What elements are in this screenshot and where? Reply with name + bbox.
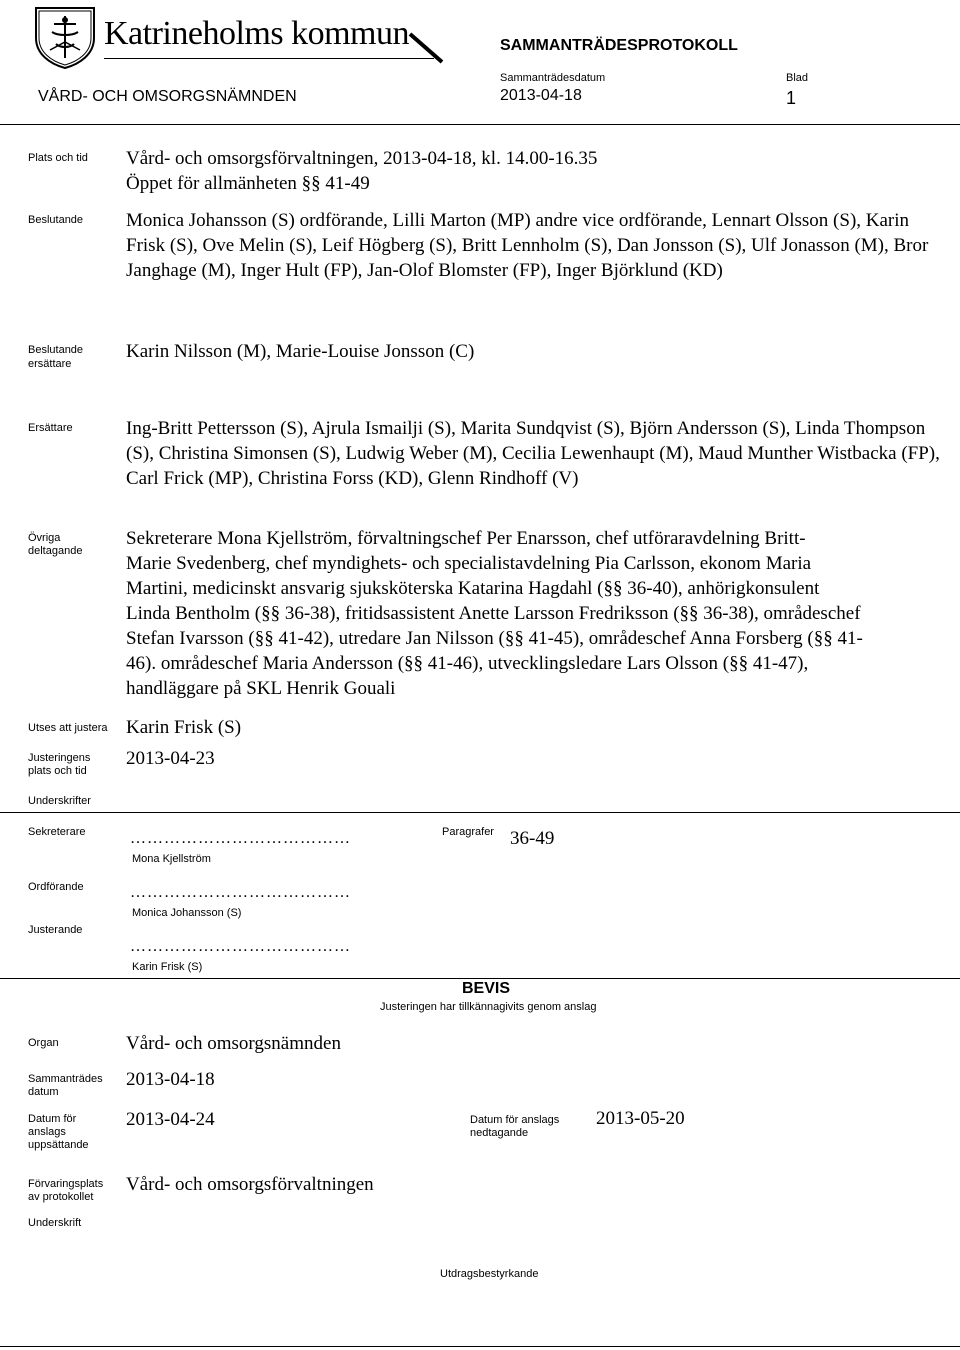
proof-subtitle: Justeringen har tillkännagivits genom anslag (380, 1001, 597, 1013)
chair-name: Monica Johansson (S) (132, 907, 242, 919)
substitutes: Ing-Britt Pettersson (S), Ajrula Ismailji (S), Marita Sundqvist (S), Björn Andersson (S), Linda Thompson (S), Christina Simonsen (S), Ludwig Weber (M), Cecilia Lewenhaupt (M), Maud Munther Wistbacka (FP), Carl Frick (MP), Christina Forss (KD), Glenn Rindhoff (V) (126, 418, 940, 489)
proof-meeting-date: 2013-04-18 (126, 1069, 215, 1090)
others-line: Martini, medicinskt ansvarig sjuksköterska Katarina Hagdahl (§§ 36-40), anhörigkonsulent (126, 578, 820, 599)
committee-name: VÅRD- OCH OMSORGSNÄMNDEN (38, 88, 297, 105)
signature-adjuster-label: Justerande (28, 924, 83, 936)
deciding-label: Beslutande (28, 214, 84, 226)
others-line: 46). områdeschef Maria Andersson (§§ 41-46), utvecklingsledare Lars Olsson (§§ 41-47), (126, 653, 809, 674)
municipality-logo (30, 2, 100, 70)
others-label-2: deltagande (28, 545, 83, 557)
posted-label-3: uppsättande (28, 1139, 89, 1151)
proof-meeting-date-label-1: Sammanträdes (28, 1073, 103, 1085)
adjuster-signature-line: ………………………………… (130, 938, 351, 955)
removed-date: 2013-05-20 (596, 1108, 685, 1129)
removed-label-1: Datum för anslags (470, 1114, 560, 1126)
signatures-label: Underskrifter (28, 795, 91, 807)
coat-of-arms-icon (30, 2, 100, 70)
posted-label-1: Datum för (28, 1113, 77, 1125)
others-line: Stefan Ivarsson (§§ 41-42), utredare Jan Nilsson (§§ 41-45), områdeschef Anna Forsberg (§§ 41- (126, 628, 863, 649)
chair-signature-line: ………………………………… (130, 884, 351, 901)
paragraphs-range: 36-49 (510, 828, 555, 849)
posted-label-2: anslags (28, 1126, 66, 1138)
adjuster-name: Karin Frisk (S) (126, 717, 242, 738)
proof-title: BEVIS (462, 980, 511, 997)
meeting-date: 2013-04-18 (500, 87, 582, 104)
chair-label: Ordförande (28, 881, 84, 893)
deciding-substitutes-label-1: Beslutande (28, 344, 84, 356)
place-line-2: Öppet för allmänheten §§ 41-49 (126, 173, 370, 194)
header-divider (0, 124, 960, 125)
secretary-name: Mona Kjellström (132, 853, 211, 865)
adjust-date: 2013-04-23 (126, 748, 215, 769)
place-line-1: Vård- och omsorgsförvaltningen, 2013-04-18, kl. 14.00-16.35 (126, 148, 598, 169)
excerpt-label: Utdragsbestyrkande (440, 1268, 539, 1280)
storage-place: Vård- och omsorgsförvaltningen (126, 1174, 374, 1195)
others-line: Linda Bentholm (§§ 36-38), fritidsassistent Anette Larsson Fredriksson (§§ 36-38), områdeschef (126, 603, 861, 624)
others-label-1: Övriga (28, 532, 61, 544)
logo-swoosh (408, 30, 448, 66)
municipality-name: Katrineholms kommun (104, 15, 409, 52)
others-line: handläggare på SKL Henrik Gouali (126, 678, 396, 699)
signatures-divider (0, 812, 960, 813)
others-participants (126, 526, 946, 701)
posted-date: 2013-04-24 (126, 1109, 215, 1130)
storage-label-1: Förvaringsplats (28, 1178, 104, 1190)
place-label: Plats och tid (28, 152, 88, 164)
document-type: SAMMANTRÄDESPROTOKOLL (500, 37, 738, 54)
organ-label: Organ (28, 1037, 59, 1049)
proof-meeting-date-label-2: datum (28, 1086, 59, 1098)
footer-divider (0, 1346, 960, 1347)
others-line: Marie Svedenberg, chef myndighets- och specialistavdelning Pia Carlsson, ekonom Maria (126, 553, 812, 574)
organ: Vård- och omsorgsnämnden (126, 1033, 341, 1054)
secretary-signature-line: ………………………………… (130, 830, 351, 847)
others-line: Sekreterare Mona Kjellström, förvaltningschef Per Enarsson, chef utföraravdelning Britt- (126, 528, 806, 549)
adjuster-label: Utses att justera (28, 722, 108, 734)
page-label: Blad (786, 72, 809, 84)
deciding-substitutes-label-2: ersättare (28, 358, 72, 370)
deciding-substitutes: Karin Nilsson (M), Marie-Louise Jonsson (C) (126, 341, 475, 362)
secretary-label: Sekreterare (28, 826, 86, 838)
signature-adjuster-name: Karin Frisk (S) (132, 961, 203, 973)
removed-label-2: nedtagande (470, 1127, 529, 1139)
substitutes-label: Ersättare (28, 422, 73, 434)
adjust-place-label-1: Justeringens (28, 752, 91, 764)
logo-underline (104, 58, 434, 59)
page-number: 1 (786, 88, 797, 108)
deciding-members: Monica Johansson (S) ordförande, Lilli Marton (MP) andre vice ordförande, Lennart Olsson (S), Karin Frisk (S), Ove Melin (S), Leif Högberg (S), Britt Lennholm (S), Dan Jonsson (S), Ulf Jonasson (M), Bror Janghage (M), Inger Hult (FP), Jan-Olof Blomster (FP), Inger Björklund (KD) (126, 210, 929, 281)
meeting-date-label: Sammanträdesdatum (500, 72, 606, 84)
proof-divider (0, 978, 960, 979)
storage-label-2: av protokollet (28, 1191, 94, 1203)
adjust-place-label-2: plats och tid (28, 765, 87, 777)
paragraphs-label: Paragrafer (442, 826, 494, 838)
signature-label: Underskrift (28, 1217, 82, 1229)
